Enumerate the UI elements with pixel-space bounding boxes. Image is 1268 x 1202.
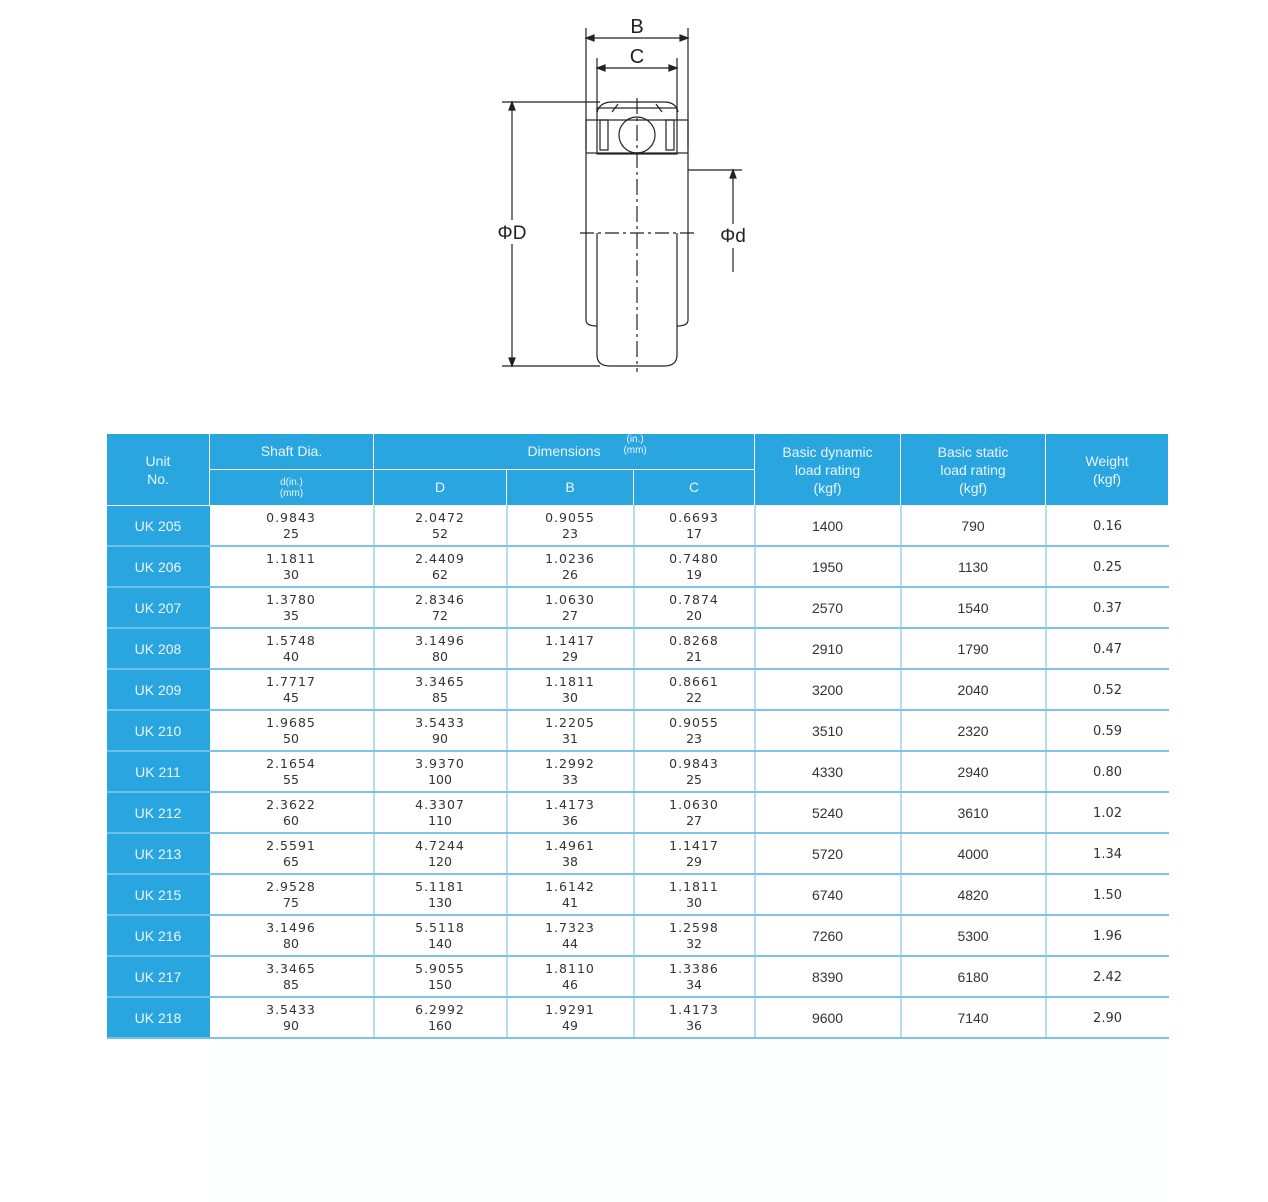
- table-row: [107, 833, 1169, 874]
- dim-d-cell: 2.8346 72: [374, 587, 507, 628]
- dynamic-load-cell: 3510: [755, 710, 901, 751]
- dynamic-load-cell: 9600: [755, 997, 901, 1038]
- weight-cell: 2.42: [1046, 956, 1169, 997]
- unit-no-cell: UK 215: [107, 874, 210, 915]
- dim-c-cell: 1.0630 27: [634, 792, 755, 833]
- unit-no-cell: UK 210: [107, 710, 210, 751]
- static-load-cell: 1130: [901, 546, 1046, 587]
- shaft-dia-cell: 1.1811 30: [210, 546, 374, 587]
- dim-c-cell: 0.9055 23: [634, 710, 755, 751]
- shaft-dia-cell: 1.5748 40: [210, 628, 374, 669]
- dim-d-cell: 4.7244 120: [374, 833, 507, 874]
- dynamic-load-cell: 7260: [755, 915, 901, 956]
- weight-cell: 0.80: [1046, 751, 1169, 792]
- dynamic-load-cell: 4330: [755, 751, 901, 792]
- header-weight: Weight (kgf): [1046, 434, 1169, 506]
- unit-no-cell: UK 206: [107, 546, 210, 587]
- shaft-dia-cell: 2.9528 75: [210, 874, 374, 915]
- dim-c-cell: 1.3386 34: [634, 956, 755, 997]
- dim-c-cell: 1.1417 29: [634, 833, 755, 874]
- weight-cell: 1.34: [1046, 833, 1169, 874]
- shaft-dia-cell: 3.3465 85: [210, 956, 374, 997]
- header-basic-static: Basic static load rating (kgf): [901, 434, 1046, 506]
- header-shaft-units: d(in.) (mm): [210, 470, 374, 506]
- unit-no-cell: UK 218: [107, 997, 210, 1038]
- table-row: [107, 506, 1169, 547]
- unit-no-cell: UK 211: [107, 751, 210, 792]
- shaft-dia-cell: 1.9685 50: [210, 710, 374, 751]
- table-row: [107, 956, 1169, 997]
- header-col-c: C: [634, 470, 755, 506]
- shaft-dia-cell: 2.3622 60: [210, 792, 374, 833]
- dim-d-cell: 3.5433 90: [374, 710, 507, 751]
- bearing-dimension-diagram: [0, 0, 1268, 420]
- dim-b-cell: 1.6142 41: [507, 874, 634, 915]
- static-load-cell: 4820: [901, 874, 1046, 915]
- dynamic-load-cell: 8390: [755, 956, 901, 997]
- weight-cell: 1.50: [1046, 874, 1169, 915]
- header-col-b: B: [507, 470, 634, 506]
- dim-c-cell: 0.9843 25: [634, 751, 755, 792]
- unit-no-cell: UK 205: [107, 506, 210, 547]
- dim-c-cell: 1.4173 36: [634, 997, 755, 1038]
- header-shaft-dia: Shaft Dia.: [210, 434, 374, 470]
- dimensions-units: (in.) (mm): [623, 434, 647, 457]
- static-load-cell: 2940: [901, 751, 1046, 792]
- dim-b-cell: 0.9055 23: [507, 506, 634, 547]
- unit-no-cell: UK 213: [107, 833, 210, 874]
- dynamic-load-cell: 5240: [755, 792, 901, 833]
- label-b: B: [630, 16, 644, 38]
- table-row: [107, 669, 1169, 710]
- dim-c-cell: 1.2598 32: [634, 915, 755, 956]
- dim-d-cell: 4.3307 110: [374, 792, 507, 833]
- dynamic-load-cell: 6740: [755, 874, 901, 915]
- dim-c-cell: 0.6693 17: [634, 506, 755, 547]
- dim-c-cell: 1.1811 30: [634, 874, 755, 915]
- weight-cell: 1.02: [1046, 792, 1169, 833]
- weight-cell: 1.96: [1046, 915, 1169, 956]
- dim-b-cell: 1.4961 38: [507, 833, 634, 874]
- header-col-d: D: [374, 470, 507, 506]
- weight-cell: 0.59: [1046, 710, 1169, 751]
- unit-no-cell: UK 216: [107, 915, 210, 956]
- shaft-dia-cell: 2.1654 55: [210, 751, 374, 792]
- table-row: [107, 710, 1169, 751]
- header-basic-dynamic: Basic dynamic load rating (kgf): [755, 434, 901, 506]
- dim-d-cell: 3.3465 85: [374, 669, 507, 710]
- table-row: [107, 792, 1169, 833]
- dynamic-load-cell: 1400: [755, 506, 901, 547]
- weight-cell: 0.47: [1046, 628, 1169, 669]
- unit-no-cell: UK 208: [107, 628, 210, 669]
- dim-b-cell: 1.1811 30: [507, 669, 634, 710]
- dim-c-cell: 0.7874 20: [634, 587, 755, 628]
- dim-d-cell: 3.9370 100: [374, 751, 507, 792]
- dynamic-load-cell: 5720: [755, 833, 901, 874]
- dim-b-cell: 1.0236 26: [507, 546, 634, 587]
- dim-b-cell: 1.9291 49: [507, 997, 634, 1038]
- dim-c-cell: 0.8661 22: [634, 669, 755, 710]
- header-unit-no: Unit No.: [107, 434, 210, 506]
- dim-b-cell: 1.2992 33: [507, 751, 634, 792]
- table-row: [107, 628, 1169, 669]
- dim-d-cell: 6.2992 160: [374, 997, 507, 1038]
- label-outer-diameter: ΦD: [497, 223, 527, 244]
- table-row: [107, 546, 1169, 587]
- static-load-cell: 1540: [901, 587, 1046, 628]
- dim-d-cell: 2.4409 62: [374, 546, 507, 587]
- label-bore-diameter: Φd: [720, 226, 746, 247]
- dim-c-cell: 0.8268 21: [634, 628, 755, 669]
- dim-d-cell: 5.9055 150: [374, 956, 507, 997]
- label-c: C: [629, 46, 645, 68]
- shaft-dia-cell: 2.5591 65: [210, 833, 374, 874]
- bearing-spec-table: [106, 433, 1169, 1039]
- dim-b-cell: 1.8110 46: [507, 956, 634, 997]
- weight-cell: 2.90: [1046, 997, 1169, 1038]
- dim-b-cell: 1.1417 29: [507, 628, 634, 669]
- shaft-dia-cell: 1.3780 35: [210, 587, 374, 628]
- table-row: [107, 751, 1169, 792]
- static-load-cell: 2040: [901, 669, 1046, 710]
- dim-d-cell: 2.0472 52: [374, 506, 507, 547]
- shaft-dia-cell: 0.9843 25: [210, 506, 374, 547]
- unit-no-cell: UK 207: [107, 587, 210, 628]
- dim-d-cell: 5.1181 130: [374, 874, 507, 915]
- weight-cell: 0.52: [1046, 669, 1169, 710]
- dim-b-cell: 1.7323 44: [507, 915, 634, 956]
- unit-no-cell: UK 212: [107, 792, 210, 833]
- header-dimensions: Dimensions (in.) (mm): [374, 434, 755, 470]
- static-load-cell: 790: [901, 506, 1046, 547]
- dynamic-load-cell: 2910: [755, 628, 901, 669]
- blank-area: [210, 1042, 1168, 1202]
- static-load-cell: 6180: [901, 956, 1046, 997]
- shaft-dia-cell: 1.7717 45: [210, 669, 374, 710]
- dim-b-cell: 1.4173 36: [507, 792, 634, 833]
- dim-b-cell: 1.0630 27: [507, 587, 634, 628]
- weight-cell: 0.16: [1046, 506, 1169, 547]
- dynamic-load-cell: 3200: [755, 669, 901, 710]
- table-row: [107, 997, 1169, 1038]
- unit-no-cell: UK 209: [107, 669, 210, 710]
- dynamic-load-cell: 1950: [755, 546, 901, 587]
- dim-b-cell: 1.2205 31: [507, 710, 634, 751]
- static-load-cell: 2320: [901, 710, 1046, 751]
- table-row: [107, 874, 1169, 915]
- shaft-dia-cell: 3.1496 80: [210, 915, 374, 956]
- dim-d-cell: 3.1496 80: [374, 628, 507, 669]
- static-load-cell: 3610: [901, 792, 1046, 833]
- table-row: [107, 915, 1169, 956]
- dim-c-cell: 0.7480 19: [634, 546, 755, 587]
- weight-cell: 0.37: [1046, 587, 1169, 628]
- dynamic-load-cell: 2570: [755, 587, 901, 628]
- table-row: [107, 587, 1169, 628]
- static-load-cell: 5300: [901, 915, 1046, 956]
- static-load-cell: 1790: [901, 628, 1046, 669]
- dim-d-cell: 5.5118 140: [374, 915, 507, 956]
- weight-cell: 0.25: [1046, 546, 1169, 587]
- shaft-dia-cell: 3.5433 90: [210, 997, 374, 1038]
- static-load-cell: 7140: [901, 997, 1046, 1038]
- unit-no-cell: UK 217: [107, 956, 210, 997]
- static-load-cell: 4000: [901, 833, 1046, 874]
